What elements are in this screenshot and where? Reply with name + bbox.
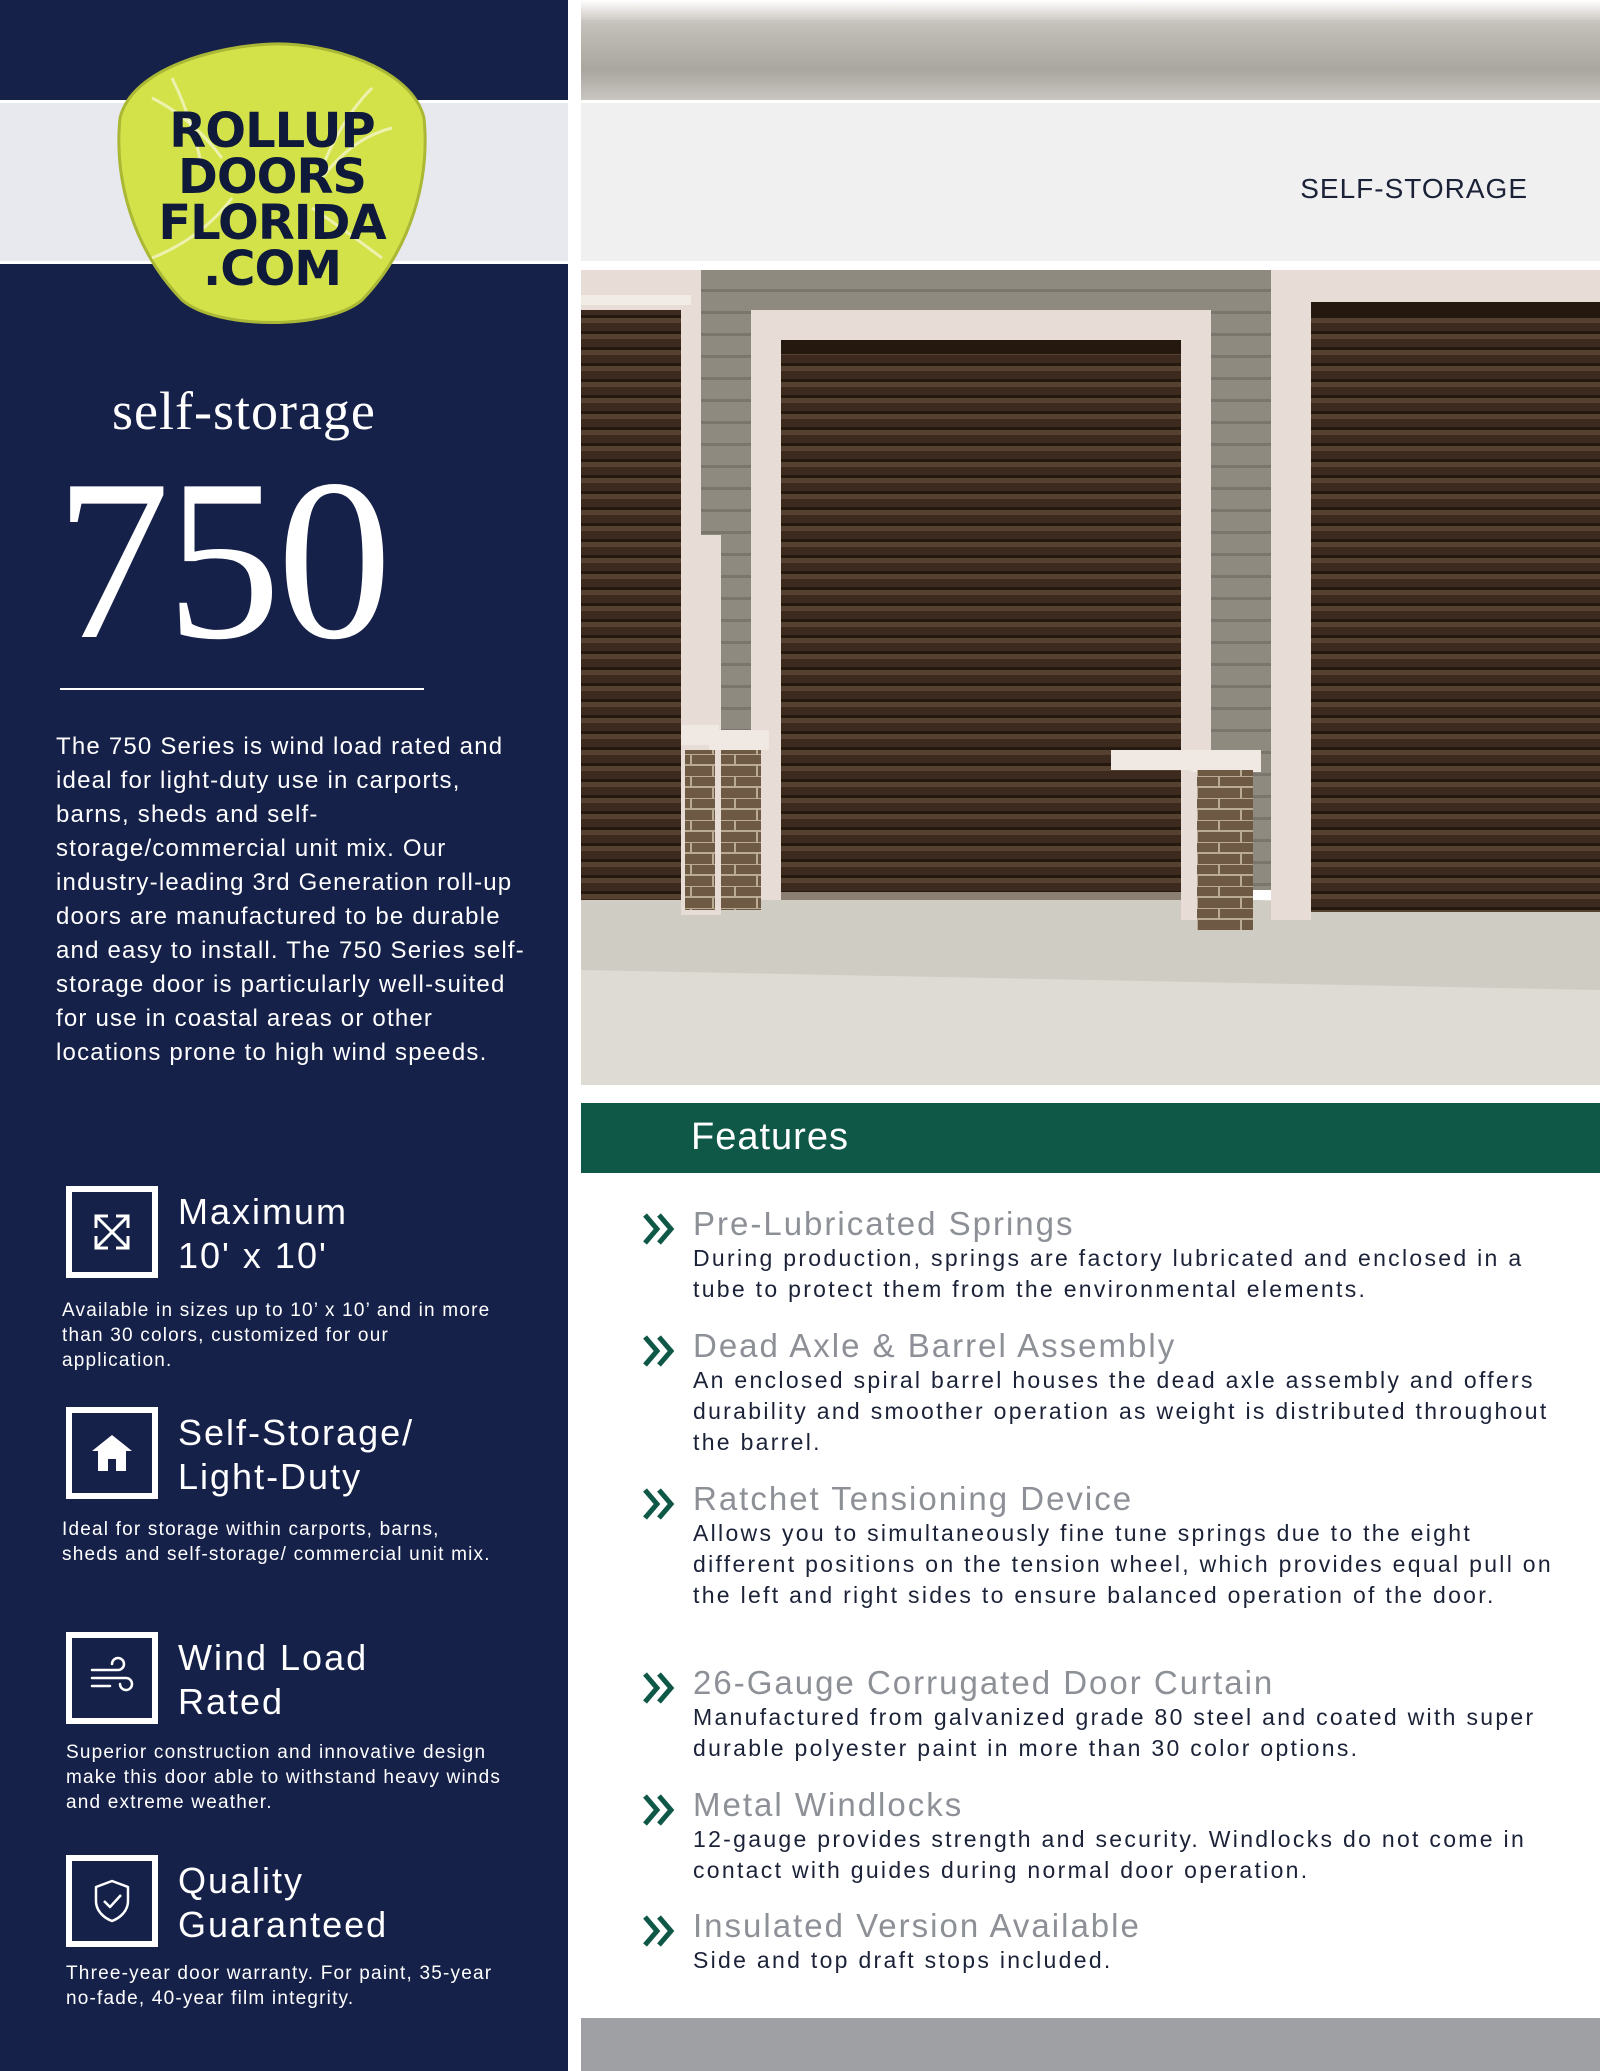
double-chevron-icon: [641, 1911, 677, 1951]
spec-description: Available in sizes up to 10’ x 10’ and in more than 30 colors, customized for our application.: [62, 1300, 491, 1371]
storage-doors-illustration: [581, 270, 1600, 1085]
spec-description: Superior construction and innovative design make this door able to withstand heavy winds and extreme weather.: [66, 1742, 502, 1813]
spec-title-line: Self-Storage/: [178, 1412, 415, 1453]
house-icon: [66, 1407, 158, 1499]
double-chevron-icon: [641, 1209, 677, 1249]
divider: [581, 100, 1600, 103]
spec-title: [178, 1636, 538, 1724]
spec-title: [178, 1411, 538, 1499]
features-header: [581, 1103, 1600, 1173]
feature-title: Dead Axle & Barrel Assembly: [693, 1327, 1177, 1364]
feature-description: Side and top draft stops included.: [693, 1947, 1113, 1973]
spec-title-line: Wind Load: [178, 1637, 369, 1678]
series-intro: The 750 Series is wind load rated and ideal for light-duty use in carports, barns, sheds and self-storage/commercial unit mix. Our industry-leading 3rd Generation roll-up doors are manufactured to be durable and easy to install. The 750 Series self-storage door is particularly well-suited for use in coastal areas or other locations prone to high wind speeds.: [56, 733, 525, 1066]
roof-edge: [581, 0, 1600, 20]
divider: [581, 261, 1600, 264]
logo-text-line: ROLLUP: [169, 103, 375, 159]
features-heading: Features: [691, 1116, 849, 1158]
feature-title: Pre-Lubricated Springs: [693, 1205, 1075, 1242]
expand-arrows-icon: [66, 1186, 158, 1278]
spec-description: Ideal for storage within carports, barns, sheds and self-storage/ commercial unit mix.: [62, 1519, 491, 1565]
feature-description: Allows you to simultaneously fine tune springs due to the eight different positions on the tension wheel, which provides equal pull on the left and right sides to ensure balanced operation of the door.: [693, 1520, 1553, 1608]
footer-bar: [581, 2018, 1600, 2071]
series-divider: [60, 688, 424, 690]
double-chevron-icon: [641, 1484, 677, 1524]
series-number: 750: [55, 432, 388, 687]
double-chevron-icon: [641, 1668, 677, 1708]
spec-title-line: Maximum: [178, 1191, 349, 1232]
feature-description: An enclosed spiral barrel houses the dead axle assembly and offers durability and smoother operation as weight is distributed throughout the barrel.: [693, 1367, 1549, 1455]
spec-description: Three-year door warranty. For paint, 35-year no-fade, 40-year film integrity.: [66, 1963, 493, 2009]
right-panel: [581, 0, 1600, 2071]
double-chevron-icon: [641, 1790, 677, 1830]
feature-title: Insulated Version Available: [693, 1907, 1141, 1944]
spec-title-line: Rated: [178, 1681, 285, 1722]
spec-title-line: Quality: [178, 1860, 305, 1901]
brand-logo[interactable]: [112, 38, 432, 334]
spec-title: [178, 1859, 538, 1947]
logo-text-line: FLORIDA: [158, 195, 386, 251]
spec-title-line: Guaranteed: [178, 1904, 389, 1945]
feature-title: Ratchet Tensioning Device: [693, 1480, 1134, 1517]
feature-description: Manufactured from galvanized grade 80 steel and coated with super durable polyester paint in more than 30 color options.: [693, 1704, 1536, 1761]
feature-description: During production, springs are factory lubricated and enclosed in a tube to protect them from the environmental elements.: [693, 1245, 1524, 1302]
series-label: self-storage: [112, 381, 376, 441]
left-panel: [0, 0, 568, 2071]
double-chevron-icon: [641, 1331, 677, 1371]
spec-title-line: Light-Duty: [178, 1456, 363, 1497]
feature-title: Metal Windlocks: [693, 1786, 964, 1823]
spec-title-line: 10' x 10': [178, 1235, 328, 1276]
spec-title: [178, 1190, 538, 1278]
product-photo: [581, 270, 1600, 1085]
category-label: SELF-STORAGE: [1300, 173, 1528, 204]
shield-check-icon: [66, 1855, 158, 1947]
logo-text-line: .COM: [202, 241, 342, 297]
feature-description: 12-gauge provides strength and security. Windlocks do not come in contact with guides during normal door operation.: [693, 1826, 1527, 1883]
wind-icon: [66, 1632, 158, 1724]
logo-text-line: DOORS: [178, 149, 366, 205]
photo-header-strip: [581, 0, 1600, 100]
feature-title: 26-Gauge Corrugated Door Curtain: [693, 1664, 1275, 1701]
